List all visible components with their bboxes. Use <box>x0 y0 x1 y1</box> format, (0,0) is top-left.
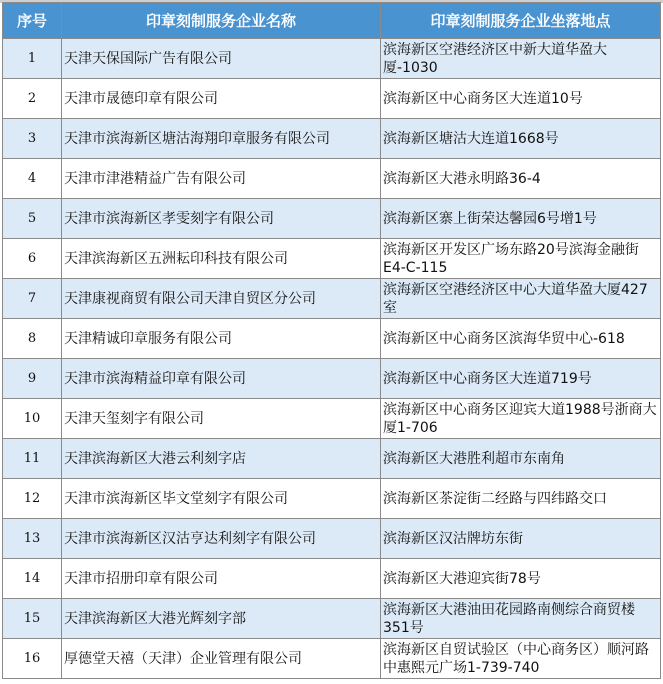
table-header-row <box>3 3 661 39</box>
row-index-cell: 16 <box>3 639 62 679</box>
row-index-cell: 4 <box>3 159 62 199</box>
company-name-cell: 天津市滨海新区塘沽海翔印章服务有限公司 <box>62 119 381 159</box>
table-row <box>3 359 661 399</box>
company-address-cell: 滨海新区中心商务区迎宾大道1988号浙商大厦1-706 <box>381 399 661 439</box>
row-index-cell: 14 <box>3 559 62 599</box>
row-index-cell: 3 <box>3 119 62 159</box>
company-address-cell: 滨海新区大港胜利超市东南角 <box>381 439 661 479</box>
company-address-cell: 滨海新区中心商务区大连道10号 <box>381 79 661 119</box>
table-row <box>3 199 661 239</box>
company-address-cell: 滨海新区中心商务区滨海华贸中心-618 <box>381 319 661 359</box>
table-row <box>3 279 661 319</box>
row-index-cell: 2 <box>3 79 62 119</box>
table-row <box>3 79 661 119</box>
table-row <box>3 159 661 199</box>
table-row <box>3 119 661 159</box>
row-index-cell: 10 <box>3 399 62 439</box>
row-index-cell: 8 <box>3 319 62 359</box>
company-name-cell: 天津康视商贸有限公司天津自贸区分公司 <box>62 279 381 319</box>
company-name-cell: 天津市滨海新区毕文堂刻字有限公司 <box>62 479 381 519</box>
company-address-cell: 滨海新区大港永明路36-4 <box>381 159 661 199</box>
row-index-cell: 11 <box>3 439 62 479</box>
company-name-cell: 天津滨海新区大港光辉刻字部 <box>62 599 381 639</box>
table-row <box>3 319 661 359</box>
company-name-cell: 厚德堂天禧（天津）企业管理有限公司 <box>62 639 381 679</box>
table-row <box>3 599 661 639</box>
row-index-cell: 13 <box>3 519 62 559</box>
company-address-cell: 滨海新区空港经济区中新大道华盈大厦-1030 <box>381 39 661 79</box>
company-name-cell: 天津天保国际广告有限公司 <box>62 39 381 79</box>
company-name-cell: 天津天玺刻字有限公司 <box>62 399 381 439</box>
table-row <box>3 399 661 439</box>
company-name-cell: 天津市招册印章有限公司 <box>62 559 381 599</box>
table-row <box>3 39 661 79</box>
company-address-cell: 滨海新区大港油田花园路南侧综合商贸楼351号 <box>381 599 661 639</box>
header-index: 序号 <box>3 3 62 39</box>
table-row <box>3 559 661 599</box>
row-index-cell: 12 <box>3 479 62 519</box>
row-index-cell: 6 <box>3 239 62 279</box>
table-row <box>3 239 661 279</box>
table-row <box>3 479 661 519</box>
company-address-cell: 滨海新区塘沽大连道1668号 <box>381 119 661 159</box>
table-body <box>3 39 661 679</box>
company-address-cell: 滨海新区茶淀街二经路与四纬路交口 <box>381 479 661 519</box>
company-address-cell: 滨海新区寨上街荣达馨园6号增1号 <box>381 199 661 239</box>
company-name-cell: 天津市津港精益广告有限公司 <box>62 159 381 199</box>
company-address-cell: 滨海新区大港迎宾街78号 <box>381 559 661 599</box>
company-name-cell: 天津精诚印章服务有限公司 <box>62 319 381 359</box>
header-company-address: 印章刻制服务企业坐落地点 <box>381 3 661 39</box>
company-name-cell: 天津滨海新区五洲耘印科技有限公司 <box>62 239 381 279</box>
company-address-cell: 滨海新区空港经济区中心大道华盈大厦427室 <box>381 279 661 319</box>
company-name-cell: 天津滨海新区大港云利刻字店 <box>62 439 381 479</box>
table-row <box>3 519 661 559</box>
row-index-cell: 7 <box>3 279 62 319</box>
row-index-cell: 1 <box>3 39 62 79</box>
row-index-cell: 15 <box>3 599 62 639</box>
company-name-cell: 天津市滨海精益印章有限公司 <box>62 359 381 399</box>
table-row <box>3 439 661 479</box>
row-index-cell: 5 <box>3 199 62 239</box>
header-company-name: 印章刻制服务企业名称 <box>62 3 381 39</box>
company-address-cell: 滨海新区汉沽牌坊东街 <box>381 519 661 559</box>
company-name-cell: 天津市滨海新区汉沽亨达利刻字有限公司 <box>62 519 381 559</box>
table-row <box>3 639 661 679</box>
company-name-cell: 天津市滨海新区孝雯刻字有限公司 <box>62 199 381 239</box>
company-address-cell: 滨海新区开发区广场东路20号滨海金融街E4-C-115 <box>381 239 661 279</box>
company-address-cell: 滨海新区自贸试验区（中心商务区）顺河路中惠熙元广场1-739-740 <box>381 639 661 679</box>
row-index-cell: 9 <box>3 359 62 399</box>
company-name-cell: 天津市晟德印章有限公司 <box>62 79 381 119</box>
seal-engraving-companies-table <box>2 2 661 679</box>
company-address-cell: 滨海新区中心商务区大连道719号 <box>381 359 661 399</box>
